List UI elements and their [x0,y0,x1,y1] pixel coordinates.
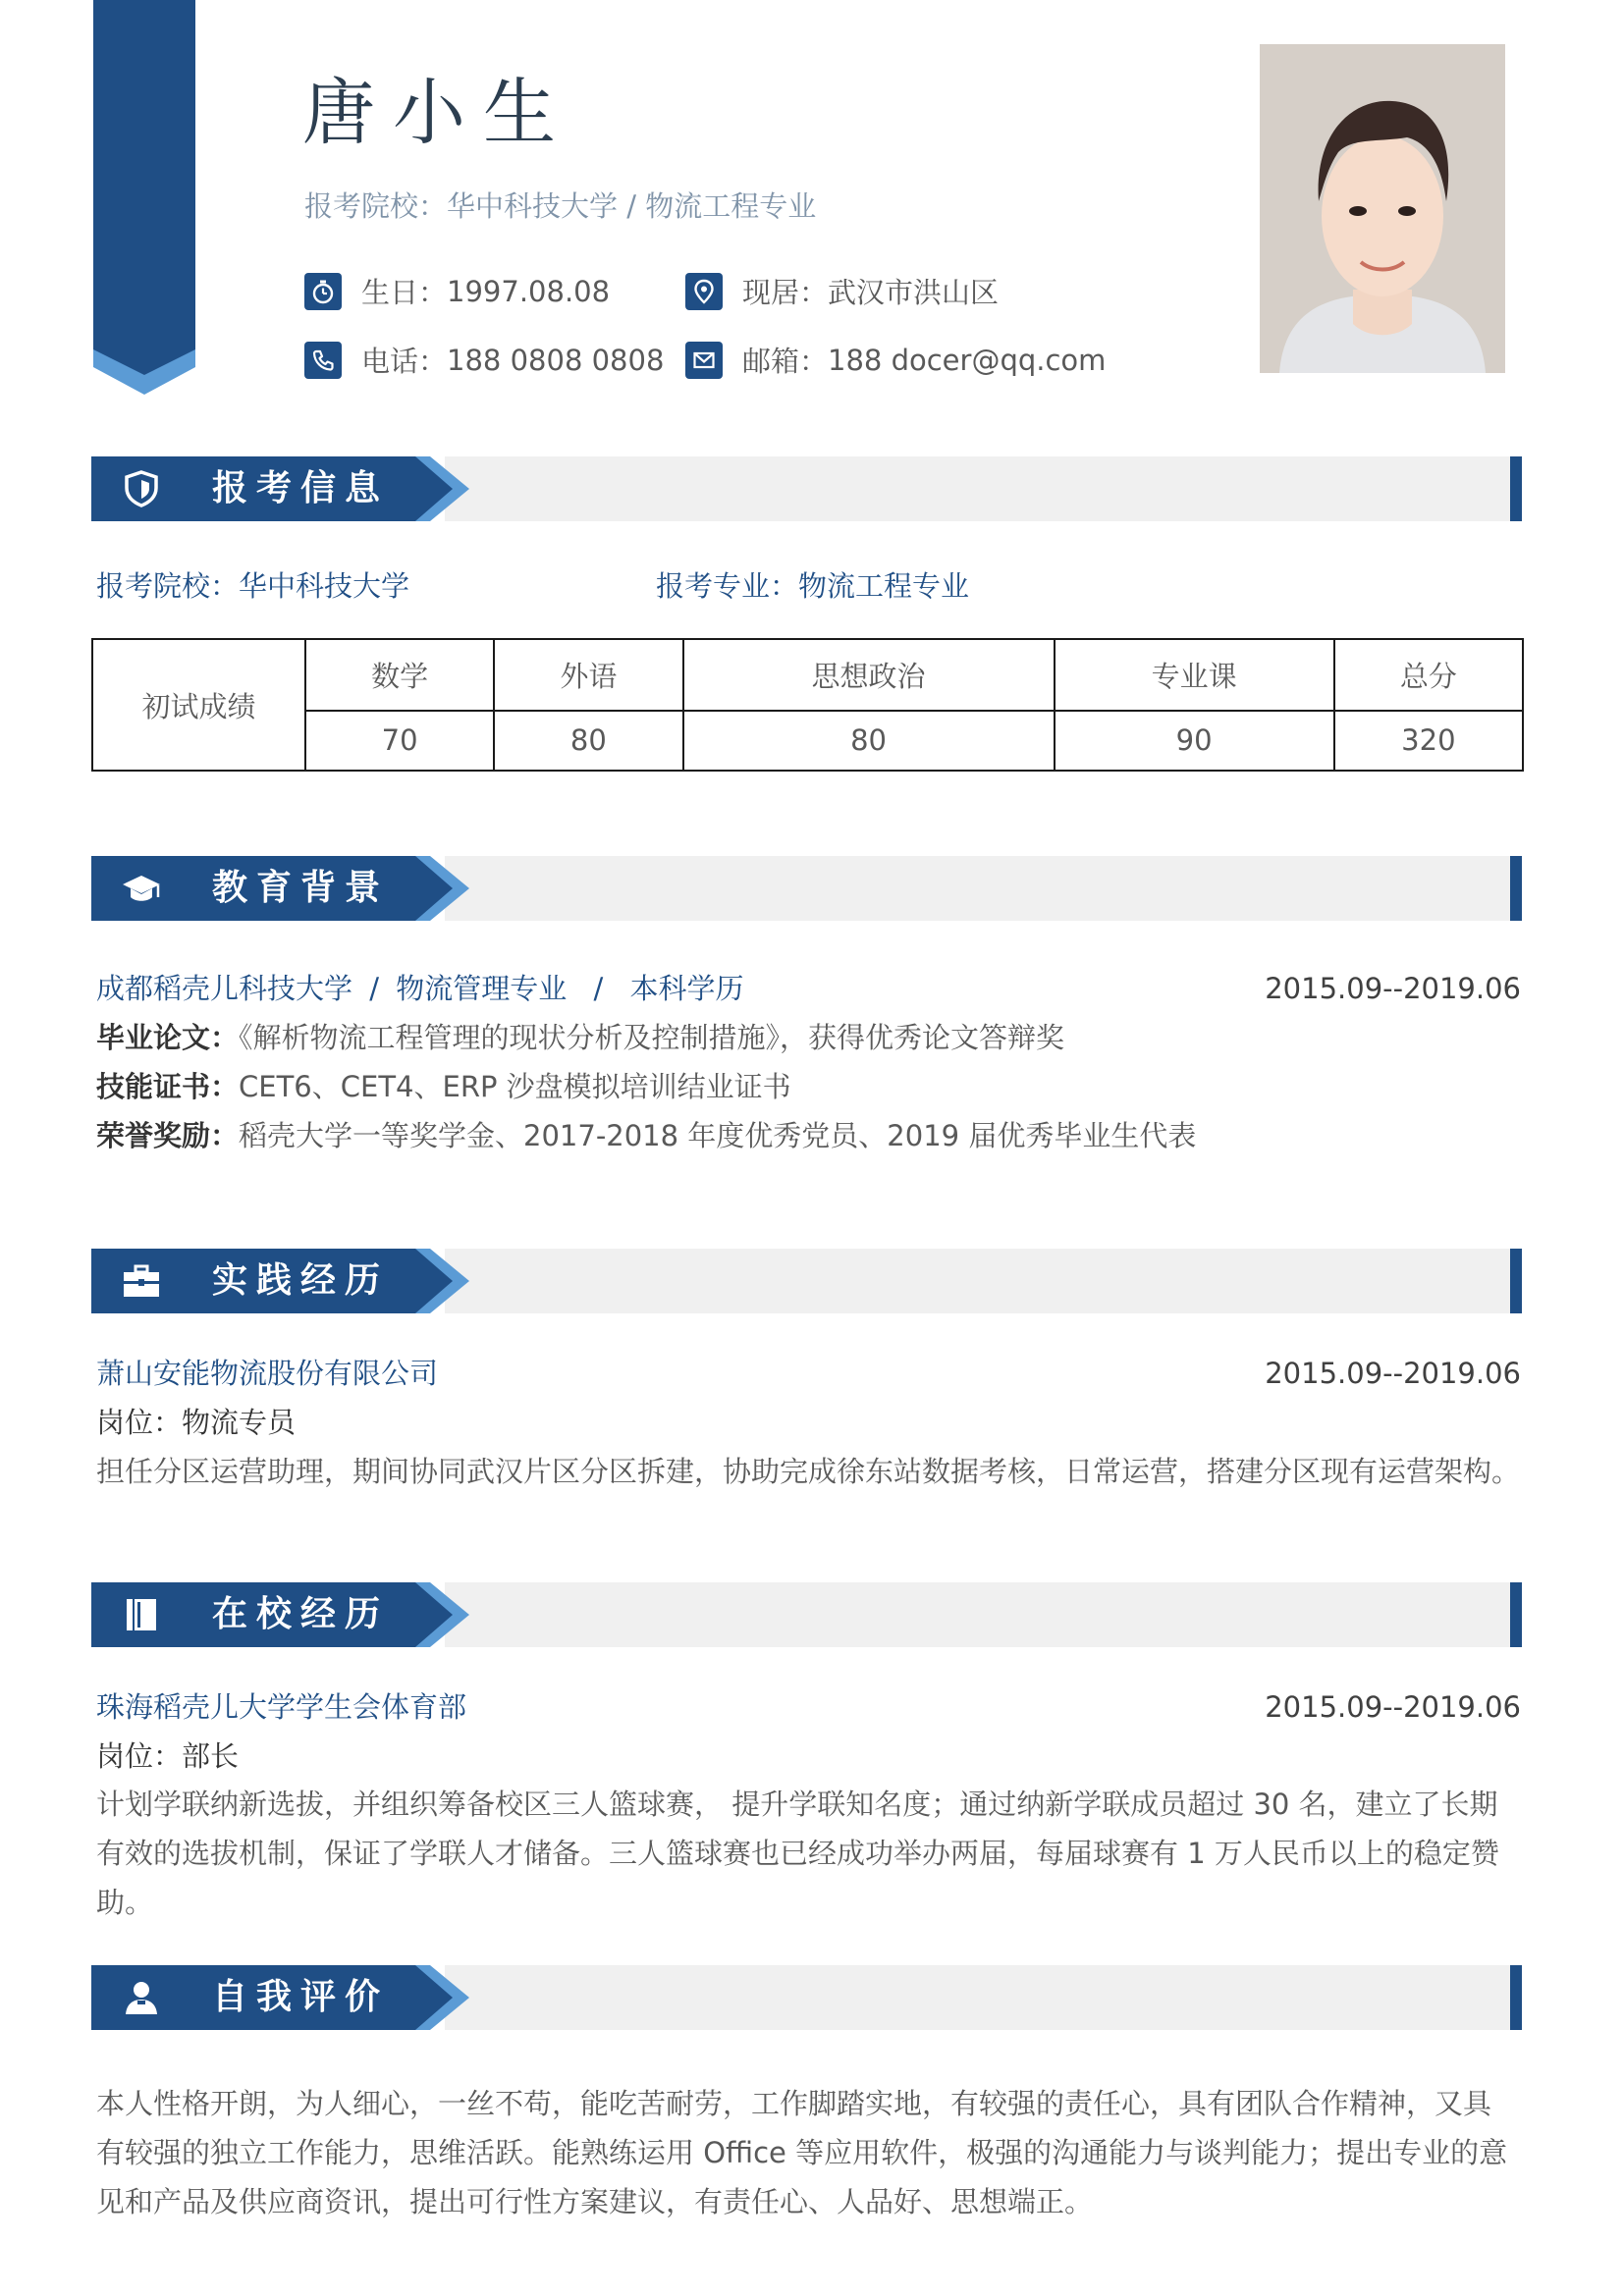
subject-cell: 思想政治 [683,639,1055,711]
mail-icon [685,342,723,379]
birthday-label: 生日： [361,276,448,309]
education-sep: / [584,972,613,1005]
practice-position: 岗位：物流专员 [96,1406,297,1439]
practice-desc: 担任分区运营助理，期间协同武汉片区分区拆建，协助完成徐东站数据考核，日常运营，搭建分区现有运营架构。 [96,1455,1521,1488]
self-line: 见和产品及供应商资讯，提出可行性方案建议，有责任心、人品好、思想端正。 [96,2185,1094,2218]
education-heading [96,972,743,1006]
honor-label: 荣誉奖励： [96,1119,240,1152]
location-value: 武汉市洪山区 [828,276,1000,309]
target-sep: / [618,189,646,223]
education-cert [96,1070,791,1104]
book-icon [121,1595,162,1634]
self-evaluation [96,2079,1530,2226]
target-major: 物流工程专业 [645,189,817,223]
phone-value: 188 0808 0808 [447,343,665,377]
target-line [304,185,816,225]
exam-major [656,569,969,604]
education-honor [96,1119,1196,1153]
ribbon-chevron [93,332,195,395]
section-band [445,1249,1510,1313]
target-label: 报考院校： [304,189,448,223]
candidate-name: 唐小生 [302,71,573,155]
section-title: 报考信息 [212,468,390,508]
avatar [1260,44,1505,373]
section-band [445,1965,1510,2030]
education-degree: 本科学历 [629,972,744,1005]
practice-date: 2015.09--2019.06 [1265,1357,1521,1390]
location-pin-icon [685,273,723,310]
section-header-practice [91,1249,1522,1313]
score-cell: 80 [494,711,682,771]
exam-major-label: 报考专业： [656,569,799,603]
top-ribbon [93,0,195,332]
subject-cell: 数学 [305,639,494,711]
section-title: 教育背景 [212,868,390,908]
subject-cell: 专业课 [1055,639,1334,711]
score-cell: 70 [305,711,494,771]
target-school: 华中科技大学 [447,189,619,223]
stopwatch-icon [304,273,342,310]
phone-icon [304,342,342,379]
campus-org: 珠海稻壳儿大学学生会体育部 [96,1690,467,1724]
education-date: 2015.09--2019.06 [1265,972,1521,1005]
table-row [92,711,1523,771]
user-icon [121,1978,162,2017]
section-header-education [91,856,1522,921]
score-cell: 90 [1055,711,1334,771]
section-band [445,456,1510,521]
briefcase-icon [121,1261,162,1301]
practice-company: 萧山安能物流股份有限公司 [96,1357,439,1390]
email-label: 邮箱： [742,345,829,378]
section-end-marker [1510,1249,1522,1313]
subject-cell: 外语 [494,639,682,711]
campus-desc [96,1780,1530,1927]
phone-row [304,340,664,380]
exam-school-label: 报考院校： [96,569,240,603]
self-line: 有较强的独立工作能力，思维活跃。能熟练运用 Office 等应用软件，极强的沟通能力与谈判能力；提出专业的意 [96,2136,1508,2169]
honor-value: 稻壳大学一等奖学金、2017-2018 年度优秀党员、2019 届优秀毕业生代表 [239,1119,1197,1152]
section-band [445,1582,1510,1647]
section-header-self [91,1965,1522,2030]
self-line: 本人性格开朗，为人细心，一丝不苟，能吃苦耐劳，工作脚踏实地，有较强的责任心，具有团队合作精神，又具 [96,2087,1492,2120]
section-end-marker [1510,856,1522,921]
section-end-marker [1510,1582,1522,1647]
exam-school [96,569,409,604]
section-title: 在校经历 [212,1594,390,1634]
location-label: 现居： [742,276,829,309]
score-cell: 320 [1334,711,1523,771]
campus-desc-line: 计划学联纳新选拔，并组织筹备校区三人篮球赛， 提升学联知名度；通过纳新学联成员超过 30 名，建立了长期 [96,1788,1498,1821]
education-sep: / [360,972,389,1005]
shield-icon [121,469,162,508]
score-cell: 80 [683,711,1055,771]
exam-major-value: 物流工程专业 [798,569,970,603]
thesis-label: 毕业论文： [96,1021,240,1054]
cert-label: 技能证书： [96,1070,240,1103]
birthday-value: 1997.08.08 [447,274,611,308]
section-title: 实践经历 [212,1260,390,1301]
section-end-marker [1510,456,1522,521]
score-table [91,638,1524,772]
email-row [685,340,1106,380]
subject-cell: 总分 [1334,639,1523,711]
campus-desc-line: 有效的选拔机制，保证了学联人才储备。三人篮球赛也已经成功举办两届，每届球赛有 1 万人民币以上的稳定赞助。 [96,1837,1499,1919]
location-row [685,271,999,311]
education-thesis [96,1021,1064,1055]
graduation-cap-icon [121,869,162,908]
section-end-marker [1510,1965,1522,2030]
cert-value: CET6、CET4、ERP 沙盘模拟培训结业证书 [239,1070,791,1103]
campus-date: 2015.09--2019.06 [1265,1690,1521,1724]
education-school: 成都稻壳儿科技大学 [96,972,353,1005]
email-value: 188 docer@qq.com [828,343,1107,377]
campus-position: 岗位：部长 [96,1739,240,1773]
section-header-campus [91,1582,1522,1647]
section-title: 自我评价 [212,1977,390,2017]
phone-label: 电话： [361,345,448,378]
section-header-exam [91,456,1522,521]
exam-school-value: 华中科技大学 [239,569,410,603]
score-row-header: 初试成绩 [92,639,305,771]
birthday-row [304,271,610,311]
table-row [92,639,1523,711]
section-band [445,856,1510,921]
thesis-value: 《解析物流工程管理的现状分析及控制措施》，获得优秀论文答辩奖 [239,1021,1065,1054]
education-major: 物流管理专业 [396,972,568,1005]
